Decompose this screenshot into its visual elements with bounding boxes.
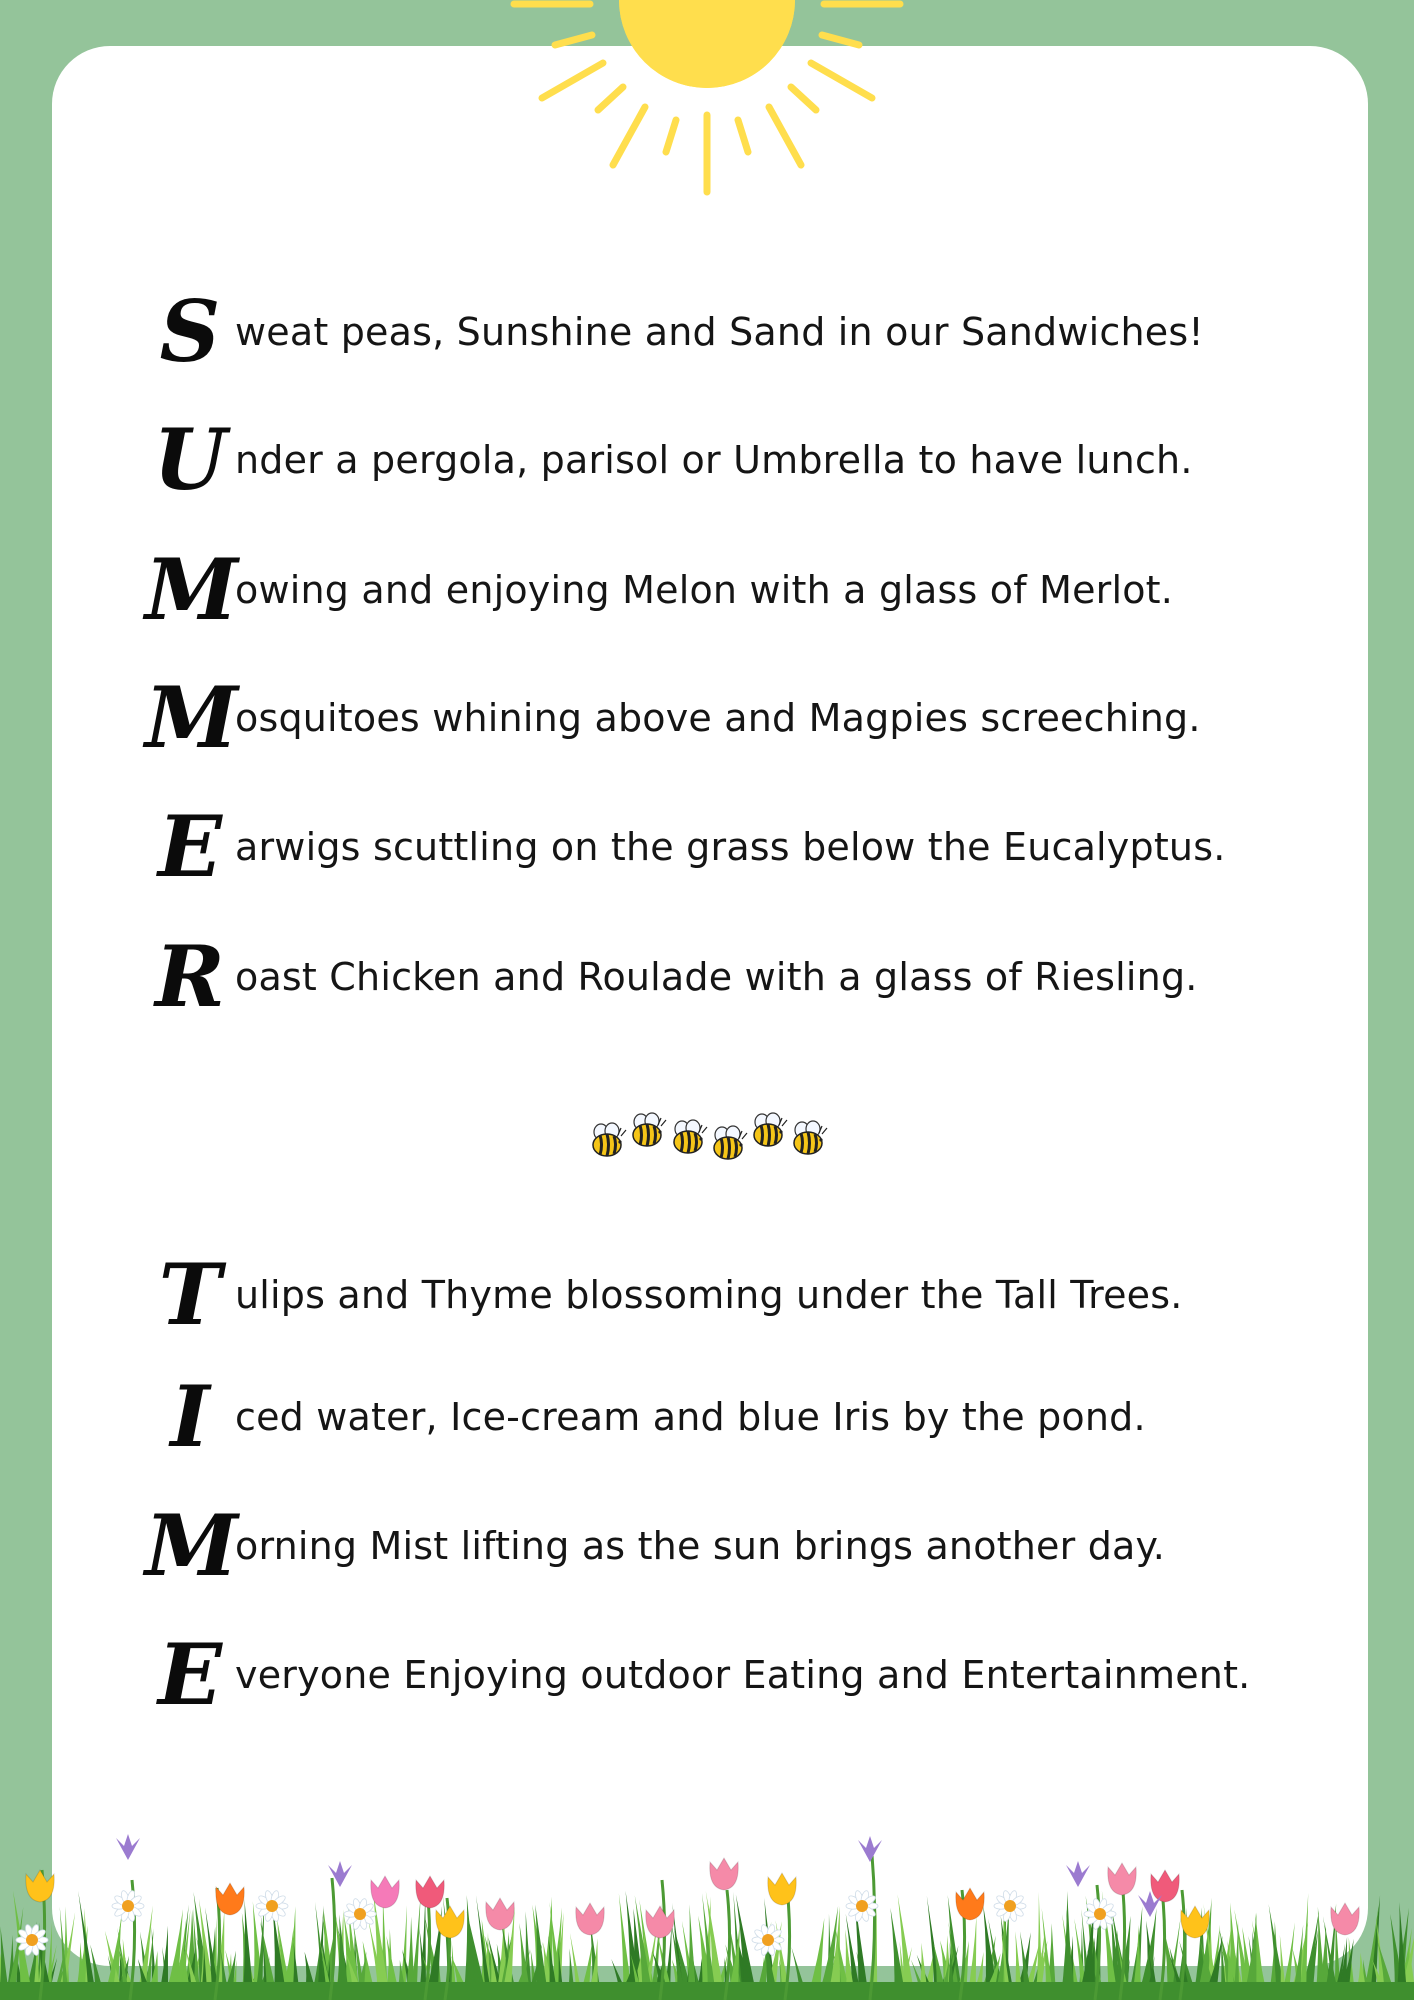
poem-line-summer-3 bbox=[145, 540, 1173, 640]
flower-border bbox=[0, 1810, 1414, 2000]
poem-line-summer-4 bbox=[145, 668, 1201, 768]
initial-letter: M bbox=[145, 540, 238, 639]
line-text: weat peas, Sunshine and Sand in our Sandwiches! bbox=[235, 310, 1204, 354]
line-text: ced water, Ice-cream and blue Iris by the pond. bbox=[235, 1395, 1146, 1439]
bee-icon bbox=[754, 1113, 787, 1146]
line-text: ulips and Thyme blossoming under the Tall Trees. bbox=[235, 1273, 1183, 1317]
line-text: oast Chicken and Roulade with a glass of Riesling. bbox=[235, 955, 1198, 999]
initial-letter: M bbox=[145, 1496, 238, 1595]
line-text: veryone Enjoying outdoor Eating and Entertainment. bbox=[235, 1653, 1251, 1697]
initial-letter: E bbox=[157, 1625, 223, 1724]
initial-letter: M bbox=[145, 668, 238, 767]
initial-letter: T bbox=[158, 1245, 222, 1344]
initial-letter: U bbox=[153, 410, 227, 509]
bee-icon bbox=[633, 1113, 666, 1146]
bees-decoration bbox=[585, 1105, 830, 1165]
bee-icon bbox=[794, 1121, 827, 1154]
poem-line-summer-1 bbox=[145, 282, 1204, 382]
line-text: arwigs scuttling on the grass below the Eucalyptus. bbox=[235, 825, 1226, 869]
poem-line-summer-2 bbox=[145, 410, 1193, 510]
bee-icon bbox=[674, 1120, 707, 1153]
poem-line-time-1 bbox=[145, 1245, 1183, 1345]
line-text: nder a pergola, parisol or Umbrella to have lunch. bbox=[235, 438, 1193, 482]
flowers-icon bbox=[16, 1834, 1359, 2000]
poem-line-time-2 bbox=[145, 1367, 1146, 1467]
bee-icon bbox=[593, 1123, 626, 1156]
bee-icon bbox=[714, 1126, 747, 1159]
line-text: orning Mist lifting as the sun brings another day. bbox=[235, 1524, 1166, 1568]
poem-line-summer-6 bbox=[145, 927, 1198, 1027]
line-text: owing and enjoying Melon with a glass of Merlot. bbox=[235, 568, 1174, 612]
initial-letter: I bbox=[170, 1367, 210, 1466]
poem-line-time-4 bbox=[145, 1625, 1250, 1725]
initial-letter: S bbox=[159, 282, 221, 381]
poem-line-time-3 bbox=[145, 1496, 1165, 1596]
initial-letter: E bbox=[157, 797, 223, 896]
line-text: osquitoes whining above and Magpies screeching. bbox=[235, 696, 1201, 740]
grass-icon bbox=[0, 1890, 1414, 2000]
poem-line-summer-5 bbox=[145, 797, 1225, 897]
initial-letter: R bbox=[155, 927, 225, 1026]
